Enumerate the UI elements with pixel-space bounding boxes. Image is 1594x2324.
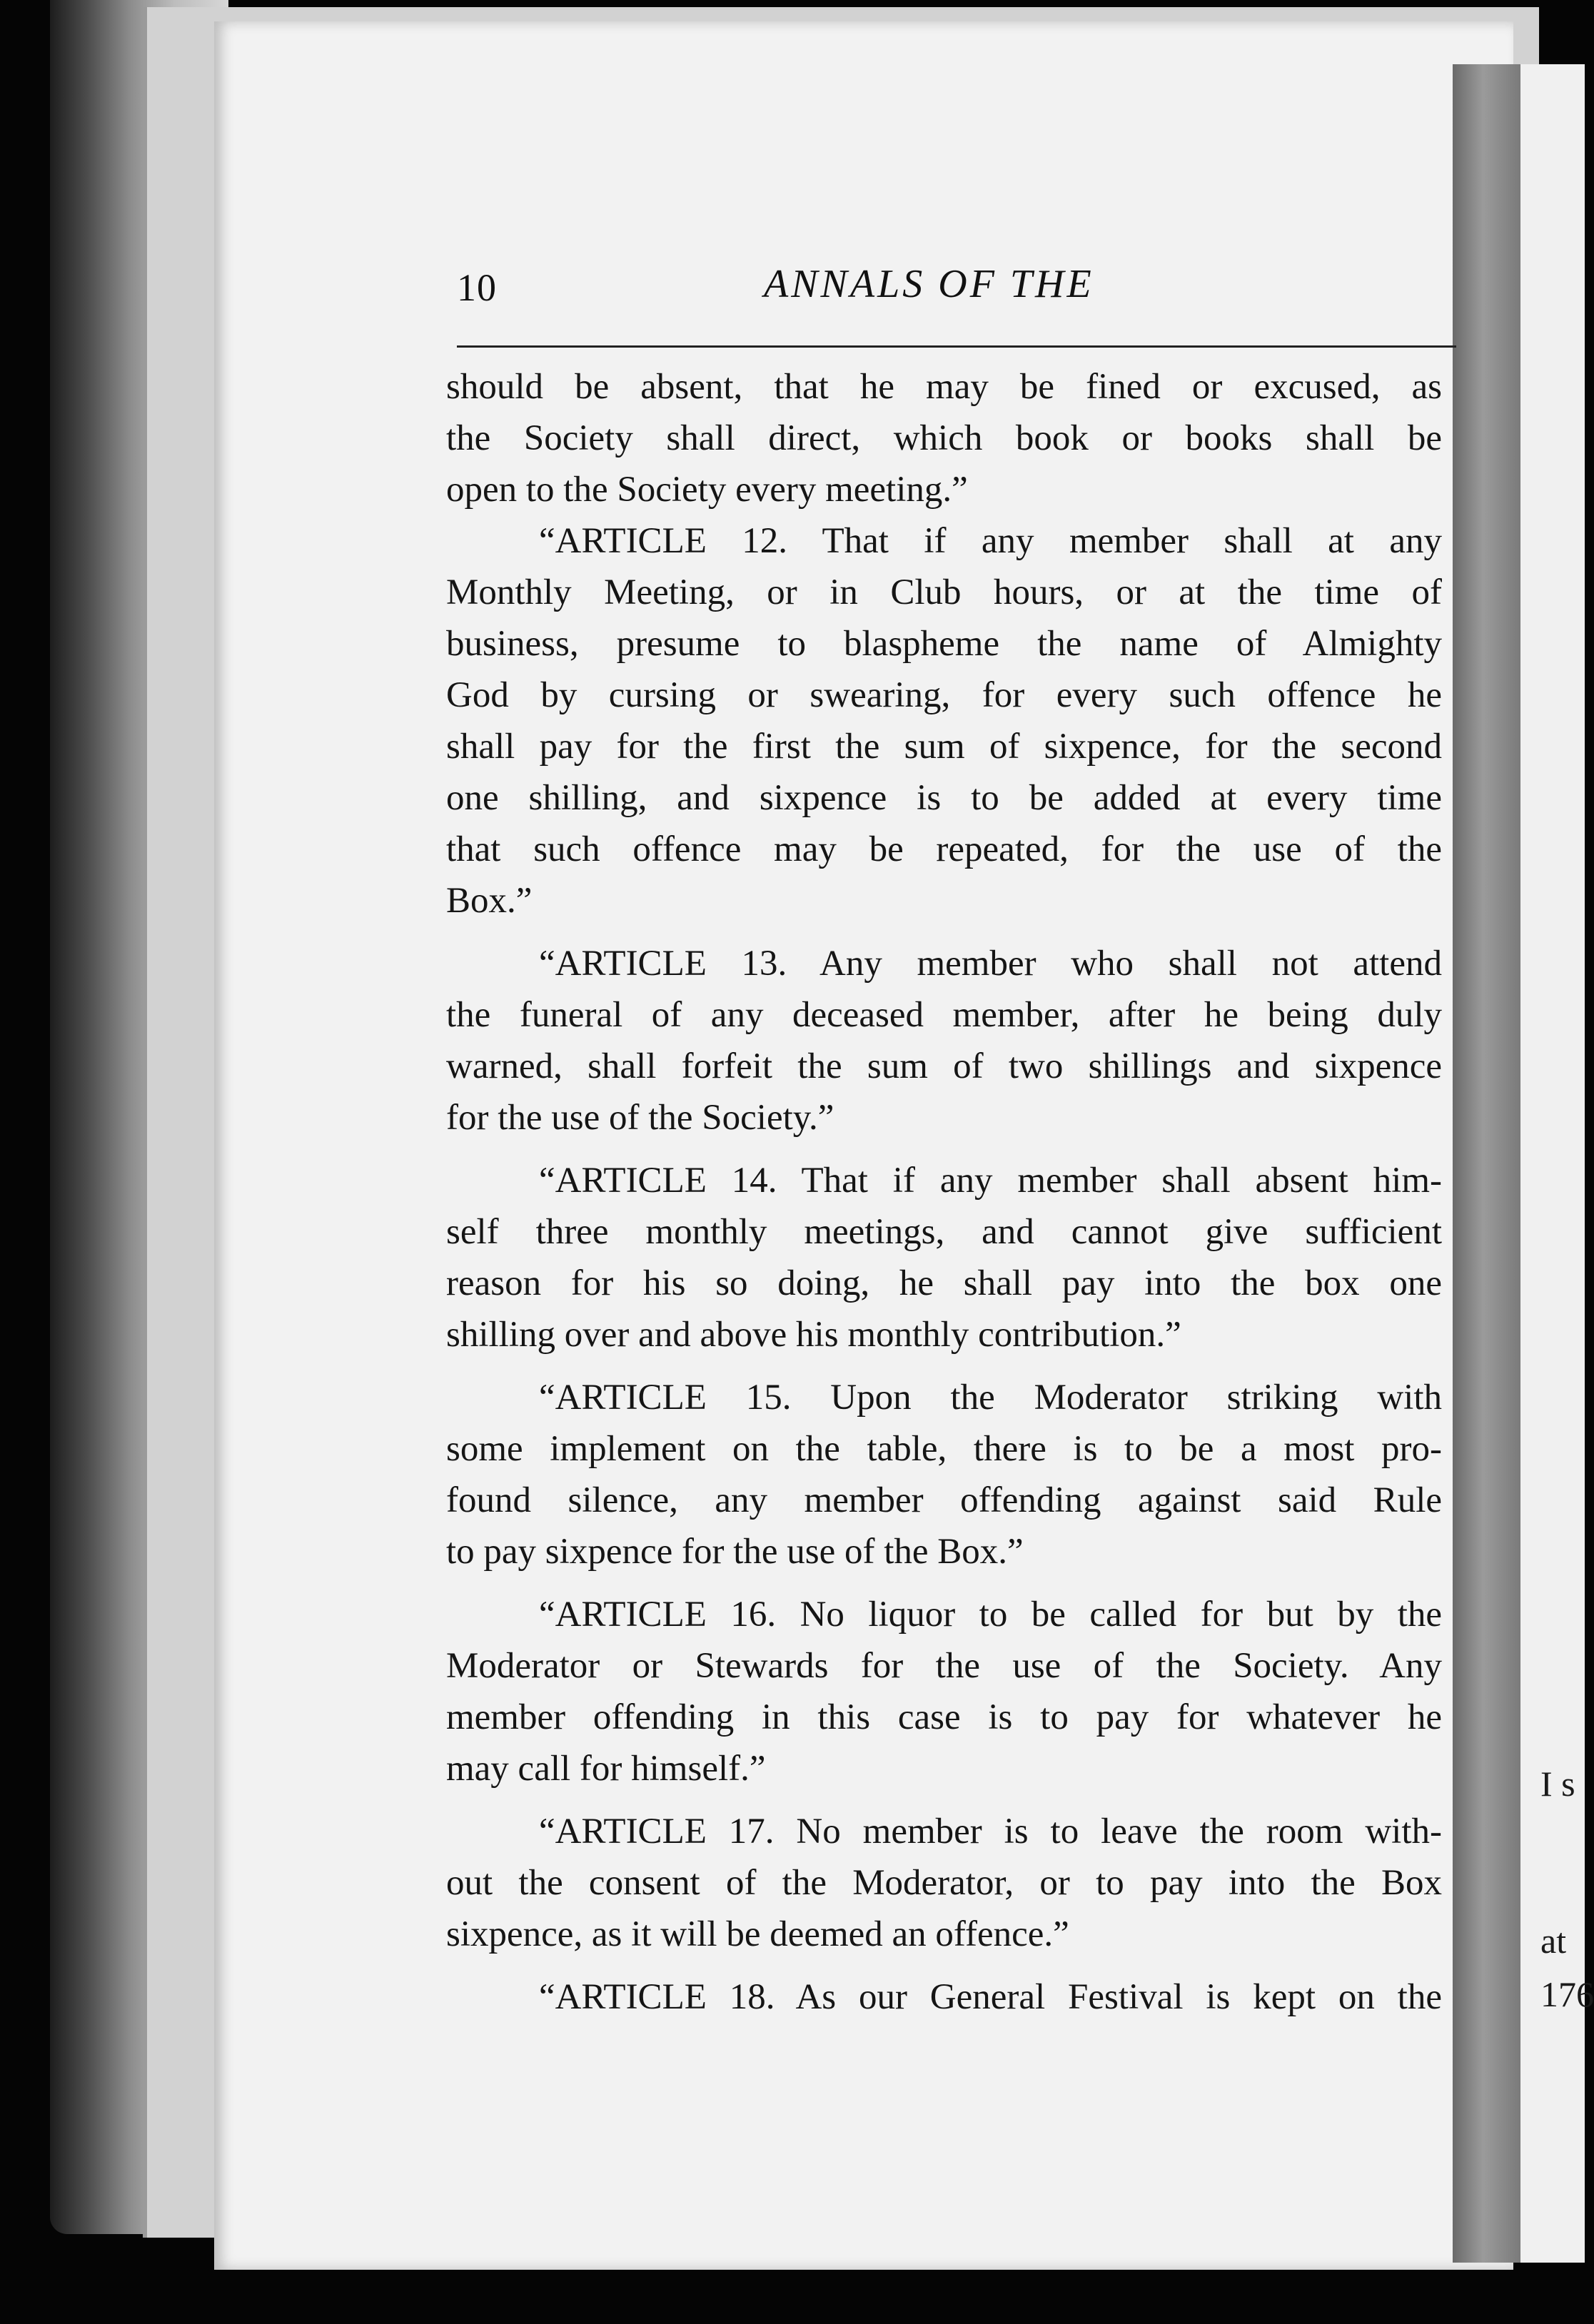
text-line: Moderator or Stewards for the use of the Society. Any [446,1646,1442,1686]
text-line: out the consent of the Moderator, or to pay into the Box [446,1863,1442,1903]
text-line: Monthly Meeting, or in Club hours, or at the time of [446,572,1442,612]
text-line: “ARTICLE 12. That if any member shall at any [539,521,1442,561]
running-title: ANNALS OF THE [764,262,1094,306]
facing-page-fragment: 176 [1540,1974,1594,2014]
text-line: to pay sixpence for the use of the Box.” [446,1532,1024,1572]
text-line: shilling over and above his monthly contribution.” [446,1315,1181,1355]
text-line: sixpence, as it will be deemed an offence.” [446,1914,1069,1954]
text-line: God by cursing or swearing, for every such offence he [446,675,1442,715]
text-line: one shilling, and sixpence is to be added at every time [446,778,1442,818]
text-line: member offending in this case is to pay for whatever he [446,1697,1442,1737]
text-line: the funeral of any deceased member, after he being duly [446,995,1442,1035]
text-line: “ARTICLE 16. No liquor to be called for but by the [539,1595,1442,1635]
text-line: warned, shall forfeit the sum of two shillings and sixpence [446,1046,1442,1086]
header-rule [457,345,1456,348]
text-line: reason for his so doing, he shall pay into the box one [446,1263,1442,1303]
text-line: “ARTICLE 15. Upon the Moderator striking with [539,1378,1442,1418]
facing-page-fragment: at [1540,1921,1567,1961]
text-line: that such offence may be repeated, for the use of the [446,829,1442,869]
text-line: should be absent, that he may be fined or excused, as [446,367,1442,407]
text-line: Box.” [446,881,533,921]
text-line: business, presume to blaspheme the name of Almighty [446,624,1442,664]
text-line: open to the Society every meeting.” [446,470,968,510]
text-line: some implement on the table, there is to be a most pro- [446,1429,1442,1469]
book-gutter [1453,64,1520,2263]
text-line: self three monthly meetings, and cannot give sufficient [446,1212,1442,1252]
text-line: found silence, any member offending against said Rule [446,1480,1442,1520]
text-line: for the use of the Society.” [446,1098,834,1138]
text-line: “ARTICLE 18. As our General Festival is kept on the [539,1977,1442,2017]
text-line: “ARTICLE 17. No member is to leave the room with- [539,1812,1442,1851]
text-line: shall pay for the first the sum of sixpence, for the second [446,727,1442,767]
text-line: the Society shall direct, which book or books shall be [446,418,1442,458]
text-line: may call for himself.” [446,1749,766,1789]
facing-page-fragment: I s [1540,1764,1575,1804]
text-line: “ARTICLE 14. That if any member shall absent him- [539,1161,1442,1201]
text-line: “ARTICLE 13. Any member who shall not attend [539,944,1442,984]
page-number: 10 [457,266,497,309]
